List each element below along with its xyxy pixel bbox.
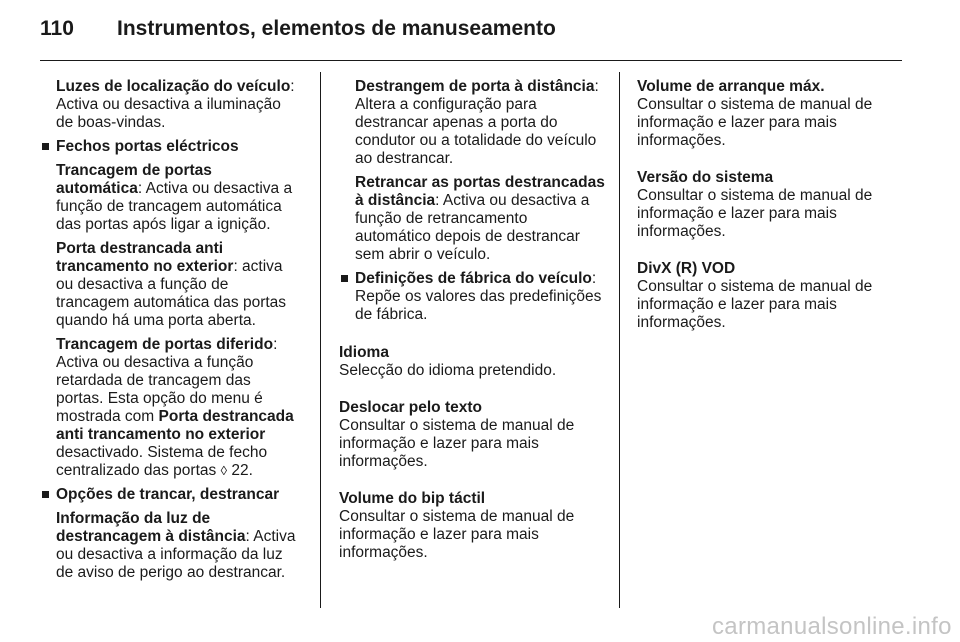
section-idioma	[339, 344, 605, 380]
section-versao	[637, 169, 899, 241]
ref-porta-anti: Porta destrancada anti trancamento no exterior	[56, 408, 294, 443]
desc-bip: Consultar o sistema de manual de informação e lazer para mais informações.	[339, 508, 575, 561]
heading-versao: Versão do sistema	[637, 169, 774, 186]
section-bip	[339, 490, 605, 562]
desc-deslocar: Consultar o sistema de manual de informação e lazer para mais informações.	[339, 417, 575, 470]
bullet-fabrica	[339, 270, 605, 324]
desc-arranque: Consultar o sistema de manual de informação e lazer para mais informações.	[637, 96, 873, 149]
desc-retrancar: : Activa ou desactiva a função de retrancamento automático depois de destrancar sem abrir o veículo.	[355, 192, 590, 263]
desc-trancagem-auto: : Activa ou desactiva a função de trancagem automática das portas após ligar a ignição.	[56, 180, 293, 233]
heading-arranque: Volume de arranque máx.	[637, 78, 825, 95]
column-1	[40, 78, 302, 588]
heading-divx: DivX (R) VOD	[637, 260, 736, 277]
desc-destrangem: : Altera a configuração para destrancar apenas a porta do condutor ou a totalidade do veículo ao destrancar.	[355, 78, 599, 167]
page-title: Instrumentos, elementos de manuseamento	[117, 17, 556, 40]
desc-fabrica: : Repõe os valores das predefinições de fábrica.	[355, 270, 602, 323]
paragraph-destrangem	[339, 78, 605, 168]
term-destrangem: Destrangem de porta à distância	[355, 78, 595, 95]
header-divider	[40, 60, 902, 61]
column-divider-2	[619, 72, 620, 608]
bullet-square-icon	[341, 275, 348, 282]
heading-idioma: Idioma	[339, 344, 389, 361]
paragraph-diferido	[40, 336, 302, 480]
section-deslocar	[339, 399, 605, 471]
paragraph-porta-anti	[40, 240, 302, 330]
paragraph-luzes	[40, 78, 302, 132]
column-3	[637, 78, 899, 351]
heading-bip: Volume do bip táctil	[339, 490, 486, 507]
bullet-square-icon	[42, 491, 49, 498]
section-arranque	[637, 78, 899, 150]
heading-deslocar: Deslocar pelo texto	[339, 399, 482, 416]
section-divx	[637, 260, 899, 332]
desc-diferido-page: 22.	[227, 462, 253, 479]
paragraph-retrancar	[339, 174, 605, 264]
term-trancagem-auto: Trancagem de portas automática	[56, 162, 212, 197]
desc-info-luz: : Activa ou desactiva a informação da luz de aviso de perigo ao destrancar.	[56, 528, 296, 581]
page-header	[0, 0, 960, 62]
term-retrancar: Retrancar as portas destrancadas à distância	[355, 174, 605, 209]
bullet-opcoes	[40, 486, 302, 504]
bullet-square-icon	[42, 143, 49, 150]
desc-divx: Consultar o sistema de manual de informação e lazer para mais informações.	[637, 278, 873, 331]
desc-diferido-1: : Activa ou desactiva a função retardada de trancagem das portas. Esta opção do menu é mostrada com	[56, 336, 278, 425]
desc-luzes: : Activa ou desactiva a iluminação de boas-vindas.	[56, 78, 295, 131]
page-reference-icon: ◊	[220, 463, 228, 478]
desc-diferido-2: desactivado. Sistema de fecho centralizado das portas	[56, 444, 268, 479]
bullet-fechos-label: Fechos portas eléctricos	[56, 138, 239, 155]
paragraph-info-luz	[40, 510, 302, 582]
column-2	[339, 78, 605, 581]
desc-idioma: Selecção do idioma pretendido.	[339, 362, 557, 379]
watermark: carmanualsonline.info	[712, 613, 952, 640]
bullet-fabrica-label: Definições de fábrica do veículo	[355, 270, 592, 287]
desc-versao: Consultar o sistema de manual de informação e lazer para mais informações.	[637, 187, 873, 240]
column-divider-1	[320, 72, 321, 608]
term-info-luz: Informação da luz de destrancagem à distância	[56, 510, 246, 545]
desc-porta-anti: : activa ou desactiva a função de trancagem automática das portas quando há uma porta aberta.	[56, 258, 287, 329]
term-luzes: Luzes de localização do veículo	[56, 78, 291, 95]
paragraph-trancagem-auto	[40, 162, 302, 234]
term-porta-anti: Porta destrancada anti trancamento no exterior	[56, 240, 234, 275]
bullet-opcoes-label: Opções de trancar, destrancar	[56, 486, 280, 503]
page-number: 110	[40, 17, 74, 40]
bullet-fechos	[40, 138, 302, 156]
term-diferido: Trancagem de portas diferido	[56, 336, 274, 353]
